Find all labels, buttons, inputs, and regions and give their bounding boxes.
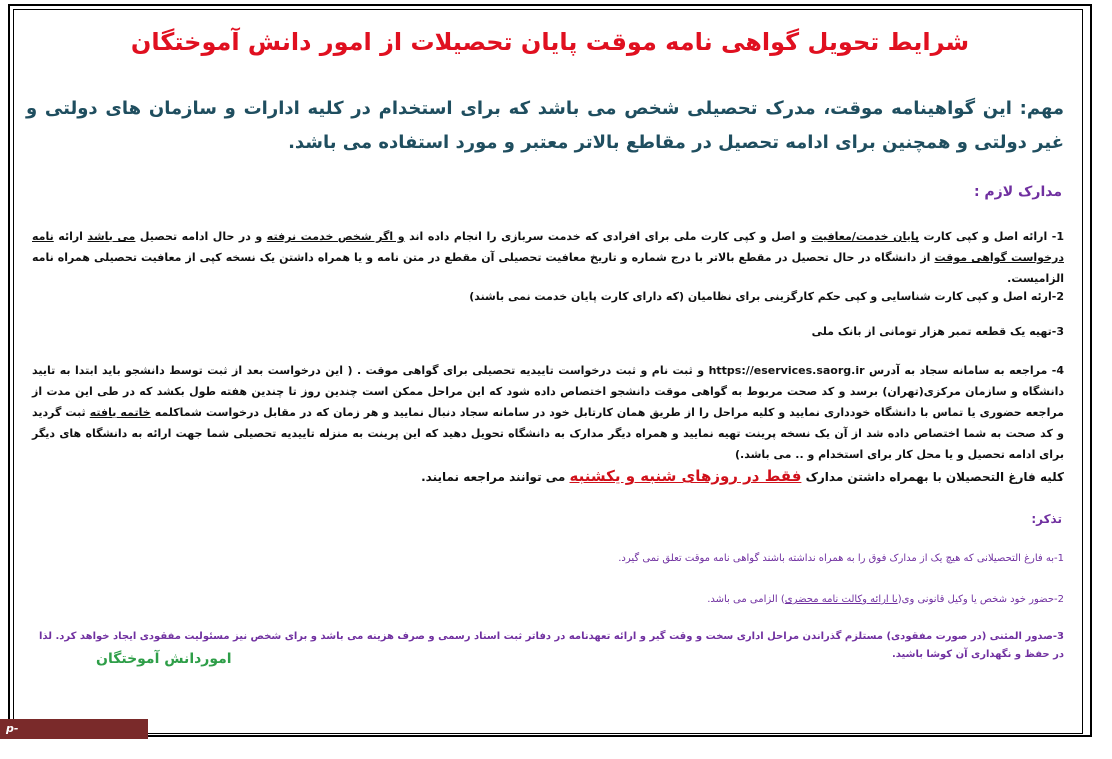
requirement-item-3: 3-تهیه یک قطعه تمبر هزار تومانی از بانک ملی [811, 325, 1064, 338]
requirement-item-4 [32, 360, 1064, 465]
req1-underline: نامه درخواست گواهی موقت [32, 230, 1064, 264]
reminder-item-3: 3-صدور المثنی (در صورت مفقودی) مستلزم گذراندن مراحل اداری سخت و وقت گیر و ارائه تعهدنامه در دفاتر ثبت اسناد رسمی و صرف هزینه می باشد و برای شخص نیز مسئولیت مفقودی ایجاد خواهد کرد. لذا در حفظ و نگهداری آن کوشا باشید. [39, 631, 1064, 660]
reminder-heading: تذکر: [1031, 512, 1062, 526]
reminder-2-underline: با ارائه وکالت نامه محضری [784, 594, 898, 605]
note-prefix: کلیه فارغ التحصیلان با بهمراه داشتن مدارک [801, 470, 1064, 484]
req1-text: از دانشگاه در حال تحصیل در مقطع بالاتر با درج شماره و تاریخ معافیت تحصیلی آن مقطع در متن نامه و یا همراه داشتن یک نسخه کپی از معافیت تحصیلی همراه نامه الزامیست. [32, 251, 1064, 285]
note-highlight: فقط در روزهای شنبه و یکشنبه [569, 467, 802, 485]
requirement-item-1 [32, 226, 1064, 289]
req4-text: 4- مراجعه به سامانه سجاد به آدرس https://eservices.saorg.ir و ثبت نام و ثبت درخواست تاییدیه تحصیلی برای گواهی موقت . ( این درخواست بعد از ثبت توسط دانشجو باید ابتدا به تایید دانشگاه و سازمان مرکزی(تهران) برسد و کد صحت مربوط به گواهی موقت دانشجو اختصاص داده شود که این مراحل ممکن است چندین روز تا چندین هفته طول بکشد که در طی این مدت از مراجعه حضوری یا تماس با دانشگاه خودداری نمایید و کلیه مراحل را از طریق همان کارتابل خود در سامانه سجاد دنبال نمایید و هر زمان که در مقابل درخواست شماکلمه [32, 364, 1064, 419]
important-notice: مهم: این گواهینامه موقت، مدرک تحصیلی شخص می باشد که برای استخدام در کلیه ادارات و سازمان های دولتی و غیر دولتی و همچنین برای ادامه تحصیل در مقاطع بالاتر معتبر و مورد استفاده می باشد. [26, 98, 1064, 153]
required-docs-heading: مدارک لازم : [973, 184, 1062, 200]
req1-underline: و اگر شخص خدمت نرفته [266, 230, 405, 243]
req1-text: و اصل و کپی کارت ملی برای افرادی که خدمت سربازی را انجام داده اند [404, 230, 812, 243]
visit-days-note [26, 467, 1064, 485]
signature: اموردانش آموختگان [96, 651, 232, 667]
reminder-2-prefix: 2-حضور خود شخص یا وکیل قانونی وی( [897, 594, 1064, 605]
reminder-item-2 [32, 591, 1064, 609]
reminder-2-suffix: ) الزامی می باشد. [707, 594, 785, 605]
req1-text: 1- ارائه اصل و کپی کارت [919, 230, 1064, 243]
site-watermark: p-aliabadkatool.nusac.ir [0, 719, 148, 739]
reminder-item-1: 1-به فارغ التحصیلانی که هیچ یک از مدارک فوق را به همراه نداشته باشند گواهی نامه موقت تعلق نمی گیرد. [618, 553, 1064, 564]
requirement-item-2: 2-ارئه اصل و کپی کارت شناسایی و کپی حکم کارگزینی برای نظامیان (که دارای کارت پایان خدمت نمی باشند) [469, 290, 1064, 303]
note-suffix: می توانند مراجعه نمایند. [421, 470, 570, 484]
req1-underline: می باشد [87, 230, 136, 243]
req1-underline: پایان خدمت/معافیت [811, 230, 919, 243]
req1-text: و در حال ادامه تحصیل [135, 230, 267, 243]
req4-text: ثبت گردید و کد صحت به شما اختصاص داده شد از آن یک نسخه پرینت تهیه نمایید و همراه دیگر مدارک به دانشگاه تحویل دهید که این پرینت به منزله تاییدیه تحصیلی شما جهت ارائه به دانشگاه های دیگر برای ادامه تحصیل و یا محل کار برای استخدام و .. می باشد.) [32, 406, 1064, 461]
req1-text: ارائه [53, 230, 88, 243]
page-title: شرایط تحویل گواهی نامه موقت پایان تحصیلات از امور دانش آموختگان [130, 28, 970, 56]
req4-underline: خاتمه یافته [89, 406, 151, 419]
